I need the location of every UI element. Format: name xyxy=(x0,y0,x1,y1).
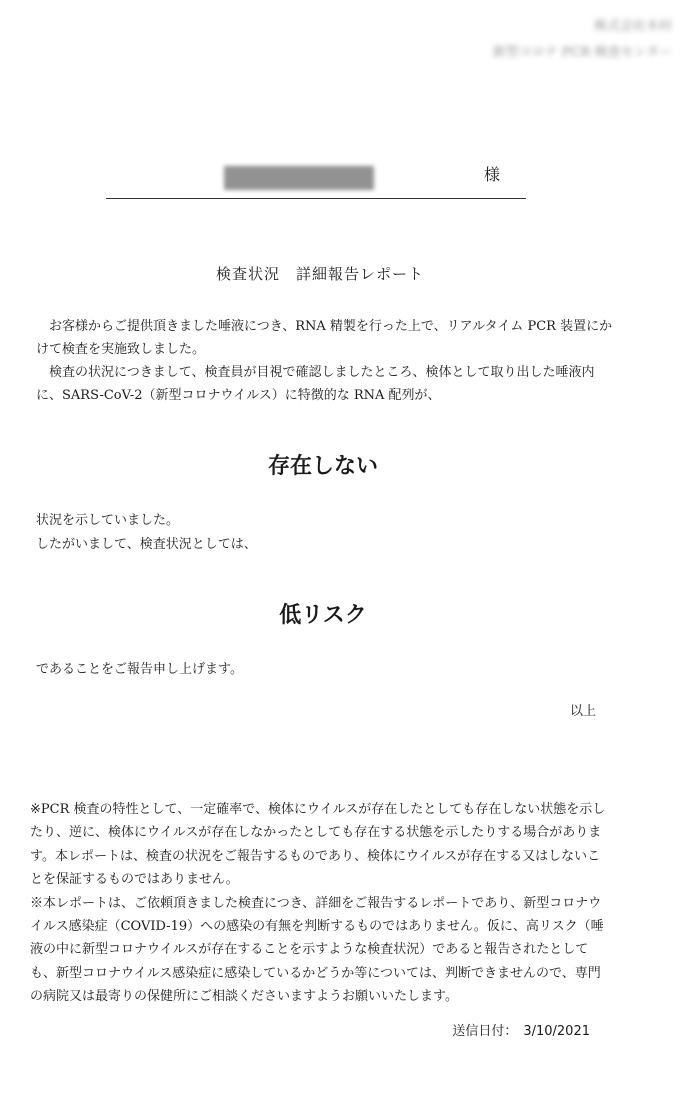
paragraph-method: お客様からご提供頂きました唾液につき、RNA 精製を行った上で、リアルタイム PCR 装置にかけて検査を実施致しました。 xyxy=(36,319,613,357)
disclaimer-note-2: ※本レポートは、ご依頼頂きました検査につき、詳細をご報告するレポートであり、新型コロナウイルス感染症（COVID-19）への感染の有無を判断するものではありません。仮に、高リスク（唾液の中に新型コロナウイルスが存在することを示すような検査状況）であると報告されたとしても、新型コロナウイルス感染症に感染しているかどうか等については、判断できませんので、専門の病院又は最寄りの保健所にご相談くださいますようお願いいたします。 xyxy=(30,895,604,1005)
result-conclusion-line: したがいまして、検査状況としては、 xyxy=(36,537,257,552)
disclaimer-notes xyxy=(30,798,608,1009)
result-status-line: 状況を示していました。 xyxy=(36,513,180,528)
sender-center: 新型コロナ PCR 検査センター xyxy=(492,45,672,60)
addressee-line xyxy=(106,152,526,199)
sender-company: 株式会社木村 xyxy=(593,19,672,34)
sender-organization xyxy=(493,14,672,66)
closing-word: 以上 xyxy=(569,704,596,719)
addressee-honorific: 様 xyxy=(484,165,501,184)
paragraph-observation: 検査の状況につきまして、検査員が目視で確認しましたところ、検体として取り出した唾液内に、SARS-CoV-2（新型コロナウイルス）に特徴的な RNA 配列が、 xyxy=(36,365,595,403)
report-body xyxy=(36,315,618,407)
sent-date-line xyxy=(452,1020,590,1039)
result-presence: 存在しない xyxy=(267,454,378,479)
document-title: 検査状況 詳細報告レポート xyxy=(215,265,424,283)
sent-date-label: 送信日付： xyxy=(452,1024,518,1039)
disclaimer-note-1: ※PCR 検査の特性として、一定確率で、検体にウイルスが存在したとしても存在しない状態を示したり、逆に、検体にウイルスが存在しなかったとしても存在する状態を示したりする場合があります。本レポートは、検査の状況をご報告するものであり、検体にウイルスが存在する又はしないことを保証するものではありません。 xyxy=(30,802,606,888)
report-statement: であることをご報告申し上げます。 xyxy=(36,662,243,677)
sent-date-value: 3/10/2021 xyxy=(523,1024,590,1039)
result-risk: 低リスク xyxy=(279,603,367,628)
redacted-name xyxy=(224,166,374,190)
